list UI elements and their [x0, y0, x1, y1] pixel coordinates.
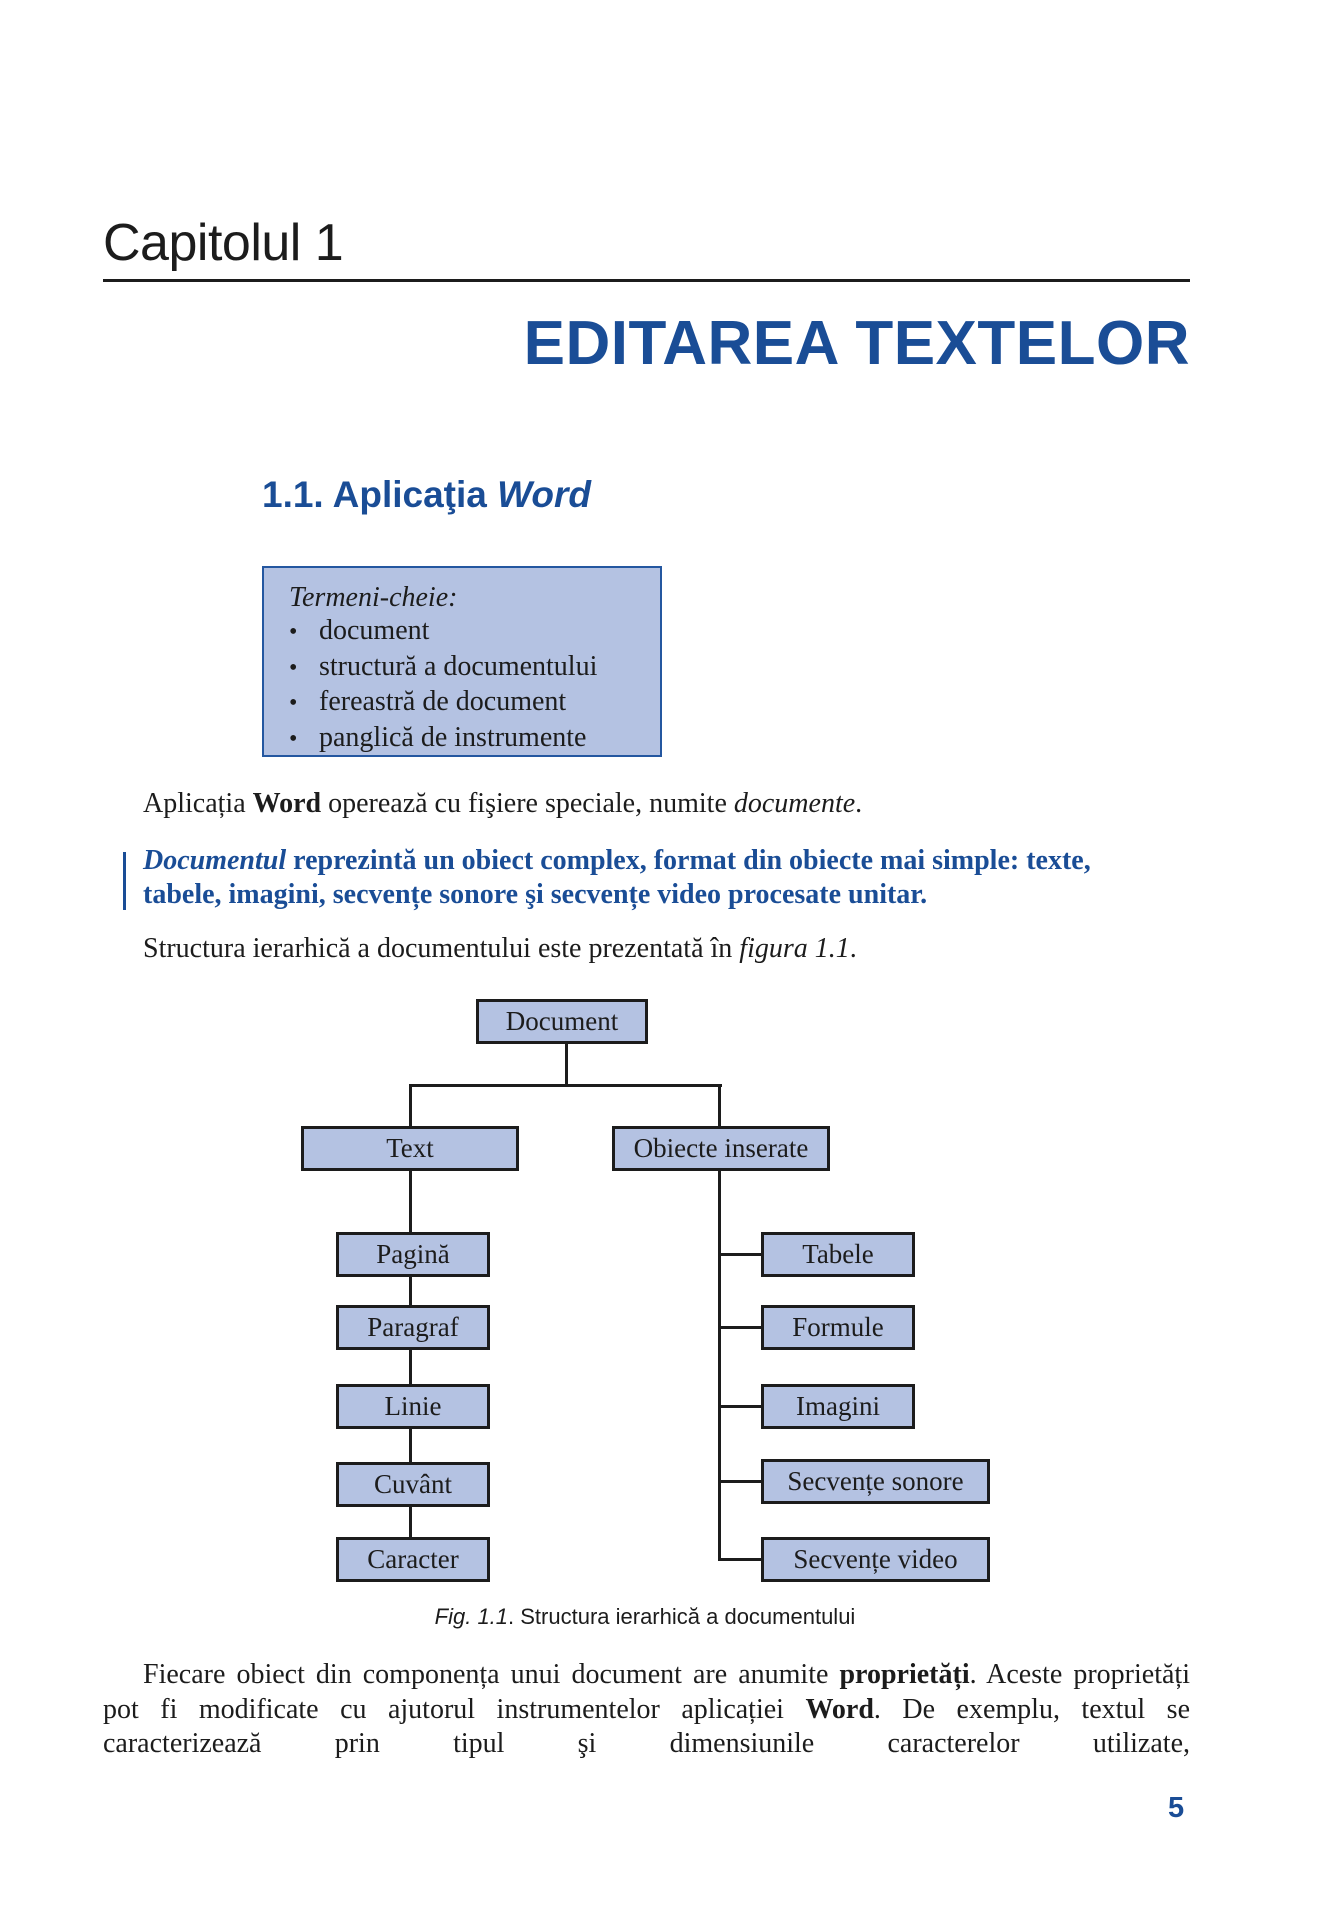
node-paragraph: Paragraf	[336, 1305, 490, 1350]
text-run: .	[855, 788, 863, 819]
section-title-italic: Word	[497, 474, 591, 515]
connector-line	[409, 1427, 412, 1464]
chapter-divider	[103, 279, 1190, 282]
node-inserted-objects: Obiecte inserate	[612, 1126, 830, 1171]
node-tables: Tabele	[761, 1232, 915, 1277]
text-run: . De exemplu, textul se caracterizează prin tipul şi dimensiunile caracterelor utilizate,	[103, 1693, 1191, 1759]
connector-line	[565, 1043, 568, 1087]
text-run: reprezintă un obiect complex, format din obiecte mai simple: texte,	[286, 845, 1091, 876]
bold-run: proprietăți	[839, 1659, 970, 1690]
key-term-item: • panglică de instrumente	[289, 721, 597, 757]
figure-label: Fig. 1.1	[434, 1604, 509, 1629]
node-page: Pagină	[336, 1232, 490, 1277]
chapter-title: EDITAREA TEXTELOR	[523, 309, 1190, 378]
key-terms-title: Termeni-cheie:	[289, 582, 458, 613]
connector-line	[409, 1084, 722, 1087]
bold-run: Word	[252, 788, 322, 819]
node-formulas: Formule	[761, 1305, 915, 1350]
connector-line	[409, 1169, 412, 1233]
text-run: tabele, imagini, secvențe sonore şi secvențe video procesate unitar.	[143, 879, 928, 910]
key-term-item: • structură a documentului	[289, 650, 597, 686]
bold-run: Word	[805, 1693, 874, 1725]
connector-line	[409, 1348, 412, 1386]
chapter-label: Capitolul 1	[103, 214, 344, 272]
intro-paragraph	[143, 788, 862, 820]
text-run: Fiecare obiect din componența unui document are anumite	[143, 1659, 840, 1690]
node-audio-sequences: Secvențe sonore	[761, 1459, 990, 1504]
node-document: Document	[476, 999, 648, 1044]
connector-line	[409, 1275, 412, 1307]
connector-line	[718, 1480, 762, 1483]
connector-line	[718, 1084, 721, 1128]
connector-line	[718, 1169, 721, 1561]
key-terms-list	[289, 614, 597, 756]
text-run: Aplicația	[143, 788, 253, 819]
connector-line	[718, 1558, 762, 1561]
key-term-item: • document	[289, 614, 597, 650]
connector-line	[409, 1084, 412, 1128]
node-text: Text	[301, 1126, 519, 1171]
italic-run: documente	[733, 788, 856, 819]
caption-text: . Structura ierarhică a documentului	[508, 1604, 856, 1629]
definition-marker-bar	[123, 852, 126, 910]
connector-line	[718, 1326, 762, 1329]
section-title-text: 1.1. Aplicaţia	[262, 474, 498, 515]
node-character: Caracter	[336, 1537, 490, 1582]
figure-caption	[0, 1604, 1290, 1630]
node-video-sequences: Secvențe video	[761, 1537, 990, 1582]
page-number: 5	[1168, 1792, 1185, 1824]
node-word: Cuvânt	[336, 1462, 490, 1507]
text-run: .	[849, 933, 857, 964]
node-images: Imagini	[761, 1384, 915, 1429]
section-title	[262, 474, 591, 516]
figure-reference-link: figura 1.1	[739, 933, 850, 964]
key-terms-box	[262, 566, 662, 757]
definition-paragraph	[143, 844, 1091, 912]
connector-line	[718, 1405, 762, 1408]
connector-line	[718, 1253, 762, 1256]
structure-paragraph	[143, 933, 857, 965]
key-term-item: • fereastră de document	[289, 685, 597, 721]
text-run: operează cu fişiere speciale, numite	[321, 788, 734, 819]
connector-line	[409, 1505, 412, 1538]
node-line: Linie	[336, 1384, 490, 1429]
text-run: . Aceste proprietăți pot fi modificate cu ajutorul instrumentelor aplicației	[103, 1659, 1190, 1725]
italic-run: Documentul	[143, 845, 287, 876]
properties-paragraph	[103, 1658, 1190, 1762]
text-run: Structura ierarhică a documentului este prezentată în	[143, 933, 740, 964]
